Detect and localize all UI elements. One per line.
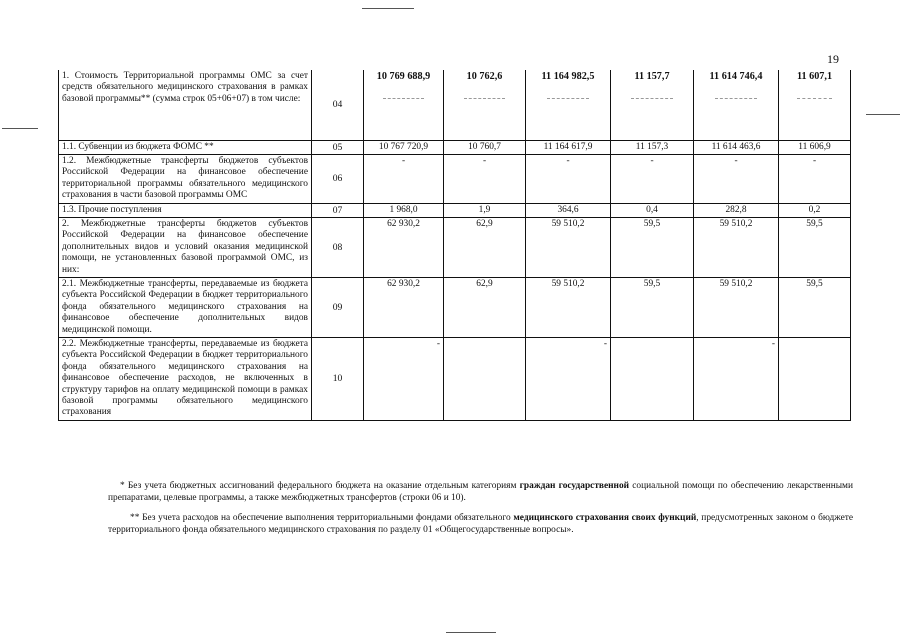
table-row-09: [59, 277, 851, 337]
value-cell: 10 760,7: [444, 140, 526, 154]
value-cell: -: [694, 154, 779, 203]
table-row-04: [59, 70, 851, 140]
value-cell: 282,8: [694, 203, 779, 217]
table-row-05: [59, 140, 851, 154]
value-cell: 1 968,0: [364, 203, 444, 217]
value-cell: 59 510,2: [526, 217, 611, 277]
row-code: 06: [312, 154, 364, 203]
table-row-07: [59, 203, 851, 217]
value-cell: 59,5: [779, 217, 851, 277]
row-label: 2. Межбюджетные трансферты бюджетов субъектов Российской Федерации на финансовое обеспечение дополнительных видов и условий оказания медицинской помощи, не установленных базовой программой ОМС, из них:: [59, 217, 312, 277]
scan-line-bottom: [446, 632, 496, 633]
row-code: 05: [312, 140, 364, 154]
value-cell: 62 930,2: [364, 277, 444, 337]
value-cell: 11 164 982,5: [526, 70, 611, 140]
value-cell: 62 930,2: [364, 217, 444, 277]
value-cell: 59,5: [779, 277, 851, 337]
value-cell: 10 769 688,9: [364, 70, 444, 140]
scan-line-right: [866, 114, 900, 115]
value-cell: 11 157,7: [611, 70, 694, 140]
value-cell: -: [694, 338, 779, 421]
value-cell: 59,5: [611, 217, 694, 277]
row-label: 2.1. Межбюджетные трансферты, передаваемые из бюджета субъекта Российской Федерации в бюджет территориального фонда обязательного медицинского страхования на финансовое обеспечение дополнительных видов медицинской помощи.: [59, 277, 312, 337]
footnote-2: ** Без учета расходов на обеспечение выполнения территориальными фондами обязательного медицинского страхования своих функций, предусмотренных законом о бюджете территориального фонда обязательного медицинского страхования по разделу 01 «Общегосударственные вопросы».: [108, 513, 853, 535]
value-cell: 10 767 720,9: [364, 140, 444, 154]
row-code: 10: [312, 338, 364, 421]
value-cell: 10 762,6: [444, 70, 526, 140]
value-cell: [611, 338, 694, 421]
row-label: 2.2. Межбюджетные трансферты, передаваемые из бюджета субъекта Российской Федерации в бюджет территориального фонда обязательного медицинского страхования на финансовое обеспечение расходов, не включенных в структуру тарифов на оплату медицинской помощи в рамках базовой программы обязательного медицинского страхования: [59, 338, 312, 421]
value-cell: 11 614 746,4: [694, 70, 779, 140]
value-cell: 11 607,1: [779, 70, 851, 140]
value-cell: [779, 338, 851, 421]
value-cell: 0,4: [611, 203, 694, 217]
footnotes: [108, 480, 853, 544]
value-cell: -: [526, 338, 611, 421]
value-cell: [444, 338, 526, 421]
value-cell: 364,6: [526, 203, 611, 217]
row-code: 04: [312, 70, 364, 140]
value-cell: 59 510,2: [694, 217, 779, 277]
budget-table: [58, 70, 851, 421]
table-row-06: [59, 154, 851, 203]
row-code: 07: [312, 203, 364, 217]
value-cell: 62,9: [444, 277, 526, 337]
scan-line-left: [2, 128, 38, 129]
value-cell: -: [444, 154, 526, 203]
row-code: 08: [312, 217, 364, 277]
value-cell: -: [779, 154, 851, 203]
value-cell: -: [526, 154, 611, 203]
value-cell: 59,5: [611, 277, 694, 337]
row-label: 1. Стоимость Территориальной программы ОМС за счет средств обязательного медицинского страхования в рамках базовой программы** (сумма строк 05+06+07) в том числе:: [59, 70, 312, 140]
value-cell: 11 606,9: [779, 140, 851, 154]
page-number: 19: [827, 52, 839, 66]
row-label: 1.3. Прочие поступления: [59, 203, 312, 217]
value-cell: 0,2: [779, 203, 851, 217]
value-cell: 11 164 617,9: [526, 140, 611, 154]
value-cell: -: [364, 154, 444, 203]
scan-line-top: [362, 8, 414, 9]
value-cell: -: [611, 154, 694, 203]
value-cell: 59 510,2: [526, 277, 611, 337]
table-row-10: [59, 338, 851, 421]
row-label: 1.1. Субвенции из бюджета ФОМС **: [59, 140, 312, 154]
value-cell: 11 614 463,6: [694, 140, 779, 154]
table-row-08: [59, 217, 851, 277]
value-cell: 59 510,2: [694, 277, 779, 337]
row-label: 1.2. Межбюджетные трансферты бюджетов субъектов Российской Федерации на финансовое обеспечение территориальной программы обязательного медицинского страхования в части базовой программы ОМС: [59, 154, 312, 203]
value-cell: 1,9: [444, 203, 526, 217]
row-code: 09: [312, 277, 364, 337]
value-cell: 11 157,3: [611, 140, 694, 154]
footnote-1: * Без учета бюджетных ассигнований федерального бюджета на оказание отдельным категориям граждан государственной социальной помощи по обеспечению лекарственными препаратами, целевые программы, а также межбюджетных трансфертов (строки 06 и 10).: [108, 481, 854, 503]
value-cell: -: [364, 338, 444, 421]
value-cell: 62,9: [444, 217, 526, 277]
